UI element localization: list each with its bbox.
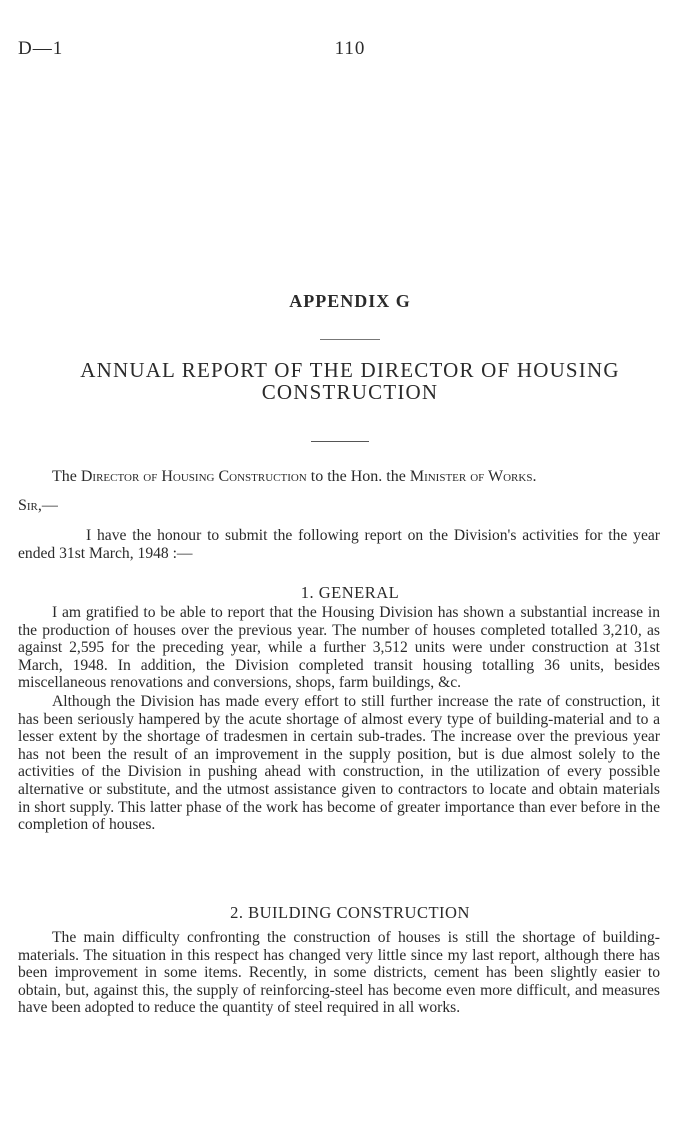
paragraph-building-construction-1: The main difficulty confronting the construction of houses is still the shortage of building-materials. The situation in this respect has changed very little since my last report, although there has been improvement in some items. Recently, in some districts, cement has been slightly easier to obtain, but, against this, the supply of reinforcing-steel has become even more difficult, and measures have been adopted to reduce the quantity of steel required in all works. — [18, 929, 660, 1017]
intro-paragraph: I have the honour to submit the following report on the Division's activities for the year ended 31st March, 1948 :— — [18, 527, 660, 562]
address-end: . — [532, 468, 537, 485]
address-recipient: Minister of Works — [409, 468, 533, 485]
page-number: 110 — [334, 38, 366, 59]
address-mid: to the Hon. the — [310, 468, 406, 485]
address-the: The — [52, 468, 77, 485]
report-title — [0, 359, 700, 403]
address-line — [52, 468, 536, 486]
section-heading-general: 1. GENERAL — [300, 583, 400, 602]
report-title-line-1: ANNUAL REPORT OF THE DIRECTOR OF HOUSING — [80, 358, 620, 382]
address-sender: Director of Housing Construction — [80, 468, 307, 485]
paragraph-general-1: I am gratified to be able to report that the Housing Division has shown a substantial increase in the production of houses over the previous year. The number of houses completed totalled 3,210, as against 2,595 for the preceding year, while a further 3,512 units were under construction at 31st March, 1948. In addition, the Division completed transit housing totalling 36 units, besides miscellaneous renovations and conversions, shops, farm buildings, &c. — [18, 604, 660, 692]
document-reference: D—1 — [18, 38, 64, 59]
paragraph-general-2: Although the Division has made every effort to still further increase the rate of construction, it has been seriously hampered by the acute shortage of almost every type of building-material and to a lesser extent by the shortage of tradesmen in certain sub-trades. The increase over the previous year has not been the result of an improvement in the supply position, but is due almost solely to the activities of the Division in pushing ahead with construction, in the utilization of every possible alternative or substitute, and the utmost assistance given to contractors to locate and obtain materials in short supply. This latter phase of the work has become of greater importance than ever before in the completion of houses. — [18, 693, 660, 834]
appendix-heading: APPENDIX G — [289, 291, 411, 311]
divider-rule — [320, 339, 380, 340]
report-title-line-2: CONSTRUCTION — [261, 380, 439, 404]
section-heading-building-construction: 2. BUILDING CONSTRUCTION — [230, 903, 470, 922]
divider-rule — [311, 441, 369, 442]
salutation: Sir,— — [18, 497, 58, 514]
